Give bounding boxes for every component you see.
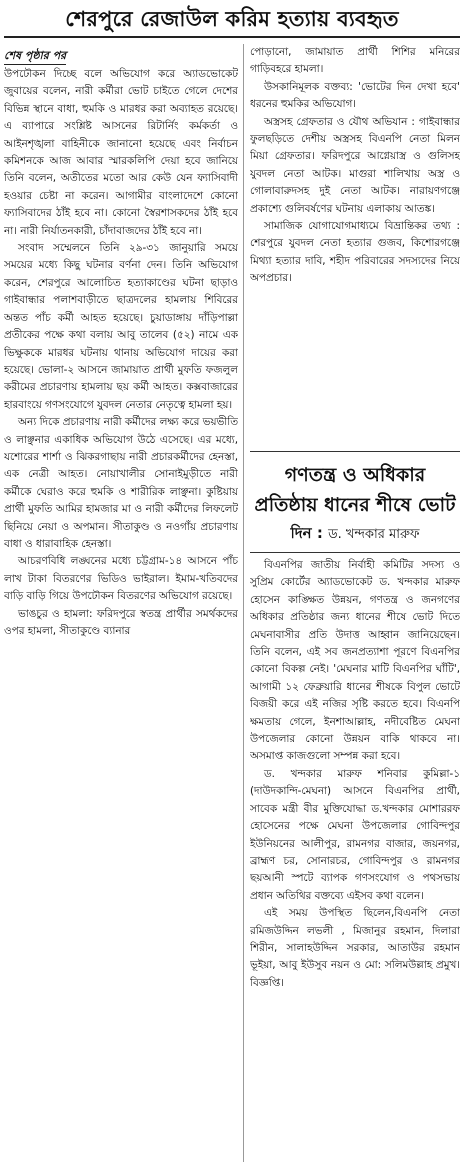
paragraph: সামাজিক যোগাযোগমাধ্যমে বিভ্রান্তিকর তথ্য : শেরপুরে যুবদল নেতা হত্যার গুজব, কিশোরগঞ্জে মিথ্যা হত্যার দাবি, শহীদ পরিবারের সদস্যদের নিয়ে অপপ্রচার। [250,220,460,285]
paragraph: আচরণবিধি লঙ্ঘনের মধ্যে চট্টগ্রাম-১৪ আসনে পাঁচ লাখ টাকা বিতরণের ভিডিও ভাইরাল। ইমাম-খতিবদের বাড়ি বাড়ি গিয়ে উপঢৌকন বিতরণের অভিযোগ রয়েছে। [4,555,238,603]
second-story [250,451,460,992]
paragraph: সংবাদ সম্মেলনে তিনি ২৯-৩১ জানুয়ারি সময়ে সময়ের মধ্যে কিছু ঘটনার বর্ণনা দেন। তিনি অভিযোগ করেন, শেরপুরে আলোচিত হত্যাকাণ্ডের ঘটনা ছাড়াও গাইবান্ধার পলাশবাড়ীতে ছাত্রদলের হামলায় শিবিরের অন্তত পাঁচ কর্মী আহত হয়েছে। চুয়াডাঙ্গায় দাঁড়িপাল্লা প্রতীকের পক্ষে কথা বলায় আবু তালেব (৫২) নামে এক ভিক্ষুককে মারধর ঘটনায় থানায় অভিযোগ দায়ের করা হয়েছে। ভোলা-২ আসনে জামায়াত প্রার্থী মুফতি ফজলুল করীমের প্রচারণায় হামলায় ছয় কর্মী আহত। কক্সবাজারের হারবাংয়ে গণসংযোগে যুবদল নেতার নেতৃত্বে হামলা হয়। [4,242,238,411]
paragraph: বিএনপির জাতীয় নির্বাহী কমিটির সদস্য ও সুপ্রিম কোর্টের অ্যাডভোকেট ড. খন্দকার মারুফ হোসেন কাঙ্ক্ষিত উন্নয়ন, গণতন্ত্র ও জনগণের অধিকার প্রতিষ্ঠার জন্য ধানের শীষে ভোট দিতে মেঘনাবাসীর প্রতি উদাত্ত আহ্বান জানিয়েছেন। তিনি বলেন, এই সব জনপ্রত্যাশা পূরণে বিএনপির কোনো বিকল্প নেই। 'মেঘনার মাটি বিএনপির ঘাঁটি', আগামী ১২ ফেব্রুয়ারি ধানের শীষকে বিপুল ভোটে বিজয়ী করে এই নজির সৃষ্টি করতে হবে। বিএনপি ক্ষমতায় গেলে, ইনশাআল্লাহ, নদীবেষ্টিত মেঘনা উপজেলার কোনো উন্নয়ন বাকি থাকবে না। অসমাপ্ত কাজগুলো সম্পন্ন করা হবে। [250,559,460,763]
left-column [4,44,238,1162]
story-author: ড. খন্দকার মারুফ [328,527,420,542]
story-title-line-2: প্রতিষ্ঠায় ধানের শীষে ভোট [254,494,456,516]
headline: শেরপুরে রেজাউল করিম হত্যায় ব্যবহৃত [4,4,460,38]
story-title-suffix: দিন : [290,524,323,542]
paragraph: উসকানিমূলক বক্তব্য: 'ভোটের দিন দেখা হবে' ধরনের হুমকির অভিযোগ। [250,80,460,111]
paragraph: উপঢৌকন দিচ্ছে বলে অভিযোগ করে অ্যাডভোকেট জুবায়ের বলেন, নারী কর্মীরা ভোট চাইতে গেলে দেশের বিভিন্ন স্থানে বাধা, হুমকি ও মারধর করা অব্যাহত রয়েছে। এ ব্যাপারে সংশ্লিষ্ট আসনের রিটার্নিং কর্মকর্তা ও আইনশৃঙ্খলা বাহিনীকে জানানো হয়েছে এবং নির্বাচন কমিশনকে আজ আবার স্মারকলিপি দেয়া হবে জানিয়ে তিনি বলেন, অতীতের মতো আর কেউ যেন ফ্যাসিবাদী হওয়ার চেষ্টা না করেন। আগামীর বাংলাদেশে কোনো ফ্যাসিবাদের ঠাঁই হবে না। কোনো স্বৈরশাসকদের ঠাঁই হবে না। নারী নির্যাতনকারী, চাঁদাবাজদের ঠাঁই হবে না। [4,68,238,237]
paragraph: ভাঙচুর ও হামলা: ফরিদপুরে স্বতন্ত্র প্রার্থীর সমর্থকদের ওপর হামলা, সীতাকুণ্ডে ব্যানার [4,607,238,637]
continued-label: শেষ পৃষ্ঠার পর [4,47,66,65]
story-body [250,552,460,992]
paragraph: এই সময় উপস্থিত ছিলেন,বিএনপি নেতা রমিজউদ্দিন লভলী , মিজানুর রহমান, দিলারা শিরীন, সালাহউদ্দিন সরকার, আতাউর রহমান ভূইয়া, আবু ইউসুব নয়ন ও মো: সলিমউল্লাহ প্রমুখ। বিজ্ঞপ্তি। [250,907,460,989]
column-divider [243,44,244,1162]
paragraph: ড. খন্দকার মারুফ শনিবার কুমিল্লা-১ (দাউদকান্দি-মেঘনা) আসনে বিএনপির প্রার্থী, সাবেক মন্ত্রী বীর মুক্তিযোদ্ধা ড.খন্দকার মোশাররফ হোসেনের পক্ষে মেঘনা উপজেলার গোবিন্দপুর ইউনিয়নের আলীপুর, রামনগর বাজার, জয়নগর, ব্রাহ্মণ চর, সোনারচর, গোবিন্দপুর ও রামনগর ছয়আনী স্পটে ব্যাপক গণসংযোগ ও পথসভায় প্রধান অতিথির বক্তব্যে এইসব কথা বলেন। [250,767,460,902]
paragraph: অন্য দিকে প্রচারণায় নারী কর্মীদের লক্ষ্য করে ভয়ভীতি ও লাঞ্ছনার একাধিক অভিযোগ উঠে এসেছে। এর মধ্যে, যশোরের শার্শা ও ঝিকরগাছায় নারী প্রচারকর্মীদের হেনস্তা, এক নেত্রী আহত। নোয়াখালীর সোনাইমুড়ীতে নারী কর্মীকে ঘেরাও করে হুমকি ও শারীরিক লাঞ্ছনা। কুষ্টিয়ায় প্রার্থী মুফতি আমির হামজার মা ও নারী কর্মীদের লিফলেট ছিনিয়ে নেয়া ও অপমান। সীতাকুণ্ড ও নওগাঁয় প্রচারণায় বাধা ও ধারাবাহিক হেনস্তা। [4,416,238,550]
paragraph: অস্ত্রসহ গ্রেফতার ও যৌথ অভিযান : গাইবান্ধার ফুলছড়িতে দেশীয় অস্ত্রসহ বিএনপি নেতা মিলন মিয়া গ্রেফতার। ফরিদপুরে আগ্নেয়াস্ত্র ও গুলিসহ যুবদল নেতা আটক। মাগুরা শালিখায় অস্ত্র ও গোলাবারুদসহ দুই নেতা আটক। নারায়ণগঞ্জে প্রকাশ্যে গুলিবর্ষণের ঘটনায় এলাকায় আতঙ্ক। [250,115,460,215]
story-title-line-3 [250,520,460,548]
story-title-line-1: গণতন্ত্র ও অধিকার [284,464,426,486]
right-column [250,44,460,1162]
paragraph: পোড়ানো, জামায়াত প্রার্থী শিশির মনিরের গাড়িবহরে হামলা। [250,46,460,76]
